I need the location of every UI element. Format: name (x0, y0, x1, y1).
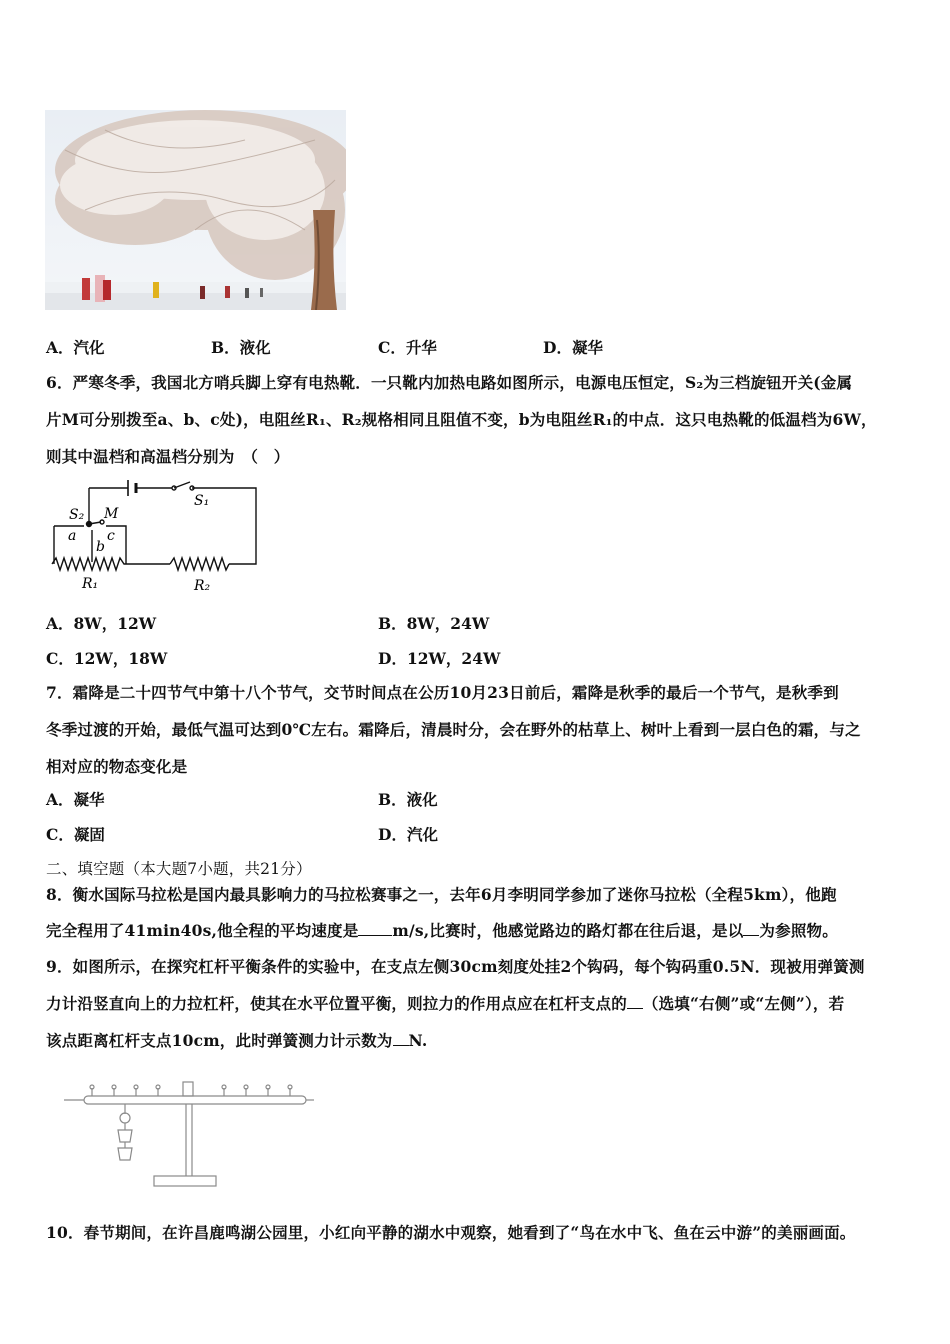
q7-text-line3: 相对应的物态变化是 (46, 757, 188, 776)
b-label: b (96, 539, 105, 555)
circuit-diagram (44, 474, 264, 598)
q6-text-line1: 6．严寒冬季，我国北方哨兵脚上穿有电热靴．一只靴内加热电路如图所示，电源电压恒定，S₂为三档旋钮开关(金属 (46, 373, 853, 392)
q8-text-part2: m/s,比赛时，他感觉路边的路灯都在往后退，是以 (392, 921, 744, 940)
r1-label: R₁ (82, 576, 99, 592)
q9-blank-side[interactable] (627, 994, 643, 1009)
q9-text-line2 (46, 992, 844, 1014)
section-heading-fill-in: 二、填空题（本大题7小题，共21分） (46, 860, 312, 878)
q7-option-d: D．汽化 (378, 825, 438, 844)
q6-text-line2: 片M可分别拨至a、b、c处)，电阻丝R₁、R₂规格相同且阻值不变，b为电阻丝R₁的中点．这只电热靴的低温档为6W， (46, 410, 877, 429)
frost-tree-photo (45, 110, 346, 310)
a-label: a (68, 528, 77, 544)
s1-label: S₁ (194, 493, 210, 509)
c-label: c (107, 528, 115, 544)
m-label: M (104, 506, 119, 522)
q7-text-line2: 冬季过渡的开始，最低气温可达到0℃左右。霜降后，清晨时分，会在野外的枯草上、树叶上看到一层白色的霜，与之 (46, 720, 861, 739)
q9-text-part4: N. (408, 1031, 428, 1050)
q6-text-line3: 则其中温档和高温档分别为 （ ） (46, 447, 290, 466)
q5-option-a: A．汽化 (46, 338, 105, 357)
q8-text-part1: 完全程用了41min40s,他全程的平均速度是 (46, 921, 359, 940)
q8-blank-speed[interactable] (358, 921, 392, 936)
q6-option-b: B．8W，24W (378, 614, 490, 633)
q6-option-d: D．12W，24W (378, 649, 501, 668)
q8-blank-reference[interactable] (743, 921, 759, 936)
q7-option-c: C．凝固 (46, 825, 105, 844)
r2-label: R₂ (194, 578, 211, 594)
q5-option-c: C．升华 (378, 338, 437, 357)
q9-text-part3: 该点距离杠杆支点10cm，此时弹簧测力计示数为 (46, 1031, 393, 1050)
q7-option-b: B．液化 (378, 790, 438, 809)
q8-text-line1: 8．衡水国际马拉松是国内最具影响力的马拉松赛事之一，去年6月李明同学参加了迷你马拉松（全程5km），他跑 (46, 885, 837, 904)
s2-label: S₂ (69, 507, 85, 523)
q9-text-part1: 力计沿竖直向上的力拉杠杆，使其在水平位置平衡，则拉力的作用点应在杠杆支点的 (46, 994, 627, 1013)
q5-option-d: D．凝华 (543, 338, 603, 357)
q7-text-line1: 7．霜降是二十四节气中第十八个节气，交节时间点在公历10月23日前后，霜降是秋季的最后一个节气，是秋季到 (46, 683, 839, 702)
q10-text-line1: 10．春节期间，在许昌鹿鸣湖公园里，小红向平静的湖水中观察，她看到了“鸟在水中飞、鱼在云中游”的美丽画面。 (46, 1223, 856, 1242)
lever-diagram (58, 1078, 320, 1198)
q9-blank-force[interactable] (393, 1031, 409, 1046)
q8-text-line2 (46, 919, 838, 941)
q9-text-part2: （选填“右侧”或“左侧”），若 (642, 994, 845, 1013)
q6-option-c: C．12W，18W (46, 649, 168, 668)
q9-text-line3 (46, 1029, 428, 1051)
q9-text-line1: 9．如图所示，在探究杠杆平衡条件的实验中，在支点左侧30cm刻度处挂2个钩码，每个钩码重0.5N．现被用弹簧测 (46, 957, 865, 976)
q7-option-a: A．凝华 (46, 790, 105, 809)
q5-option-b: B．液化 (211, 338, 271, 357)
q8-text-part3: 为参照物。 (759, 921, 838, 940)
q6-option-a: A．8W，12W (46, 614, 157, 633)
